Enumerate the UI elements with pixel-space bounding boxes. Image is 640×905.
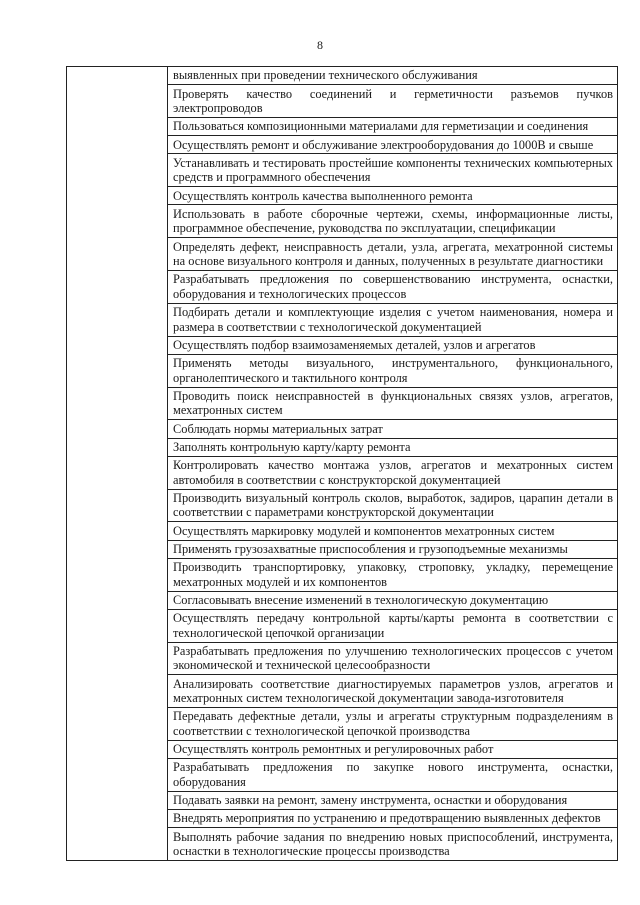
table-row <box>168 67 617 85</box>
table-cell-text: Согласовывать внесение изменений в технологическую документацию <box>173 592 549 607</box>
table-row <box>168 118 617 136</box>
table-cell-text: Осуществлять подбор взаимозаменяемых деталей, узлов и агрегатов <box>173 337 536 352</box>
table-row <box>168 187 617 205</box>
table-row <box>168 154 617 187</box>
table-cell-text: Анализировать соответствие диагностируемых параметров узлов, агрегатов и мехатронных систем технологической документации завода-изготовителя <box>173 676 613 706</box>
table-cell-text: Применять методы визуального, инструментального, функционального, органолептического и тактильного контроля <box>173 356 613 385</box>
table-row <box>168 541 617 559</box>
table-row <box>168 457 617 490</box>
table-left-column <box>67 67 168 860</box>
table-cell-text: Разрабатывать предложения по совершенствованию инструмента, оснастки, оборудования и технологических процессов <box>173 272 613 301</box>
table-row <box>168 136 617 154</box>
table-row <box>168 355 617 388</box>
table-row <box>168 490 617 523</box>
table-row <box>168 708 617 741</box>
table-cell-text: Передавать дефектные детали, узлы и агрегаты структурным подразделениям в соответствии с технологической цепочкой производства <box>173 709 613 739</box>
table-cell-text: Осуществлять контроль качества выполненного ремонта <box>173 188 473 203</box>
table-row <box>168 559 617 592</box>
table-cell-text: Производить визуальный контроль сколов, выработок, задиров, царапин детали в соответствии с параметрами конструкторской документации <box>173 490 613 520</box>
table-cell-text: Разрабатывать предложения по закупке нового инструмента, оснастки, оборудования <box>173 760 613 790</box>
table-row <box>168 792 617 810</box>
table-row <box>168 759 617 792</box>
table-cell-text: выявленных при проведении технического обслуживания <box>173 68 478 83</box>
table-row <box>168 304 617 337</box>
table-cell-text: Осуществлять ремонт и обслуживание электрооборудования до 1000В и свыше <box>173 137 594 152</box>
table-row <box>168 828 617 860</box>
table-right-column <box>168 67 617 860</box>
table-row <box>168 643 617 676</box>
table-cell-text: Контролировать качество монтажа узлов, агрегатов и мехатронных систем автомобиля в соответствии с конструкторской документацией <box>173 458 613 487</box>
table-cell-text: Подбирать детали и комплектующие изделия с учетом наименования, номера и размера в соответствии с технологической документацией <box>173 305 613 334</box>
table-cell-text: Подавать заявки на ремонт, замену инструмента, оснастки и оборудования <box>173 793 568 808</box>
table-row <box>168 271 617 304</box>
table-row <box>168 592 617 610</box>
skills-table <box>66 66 618 861</box>
table-cell-text: Осуществлять передачу контрольной карты/карты ремонта в соответствии с технологической цепочкой организации <box>173 611 613 640</box>
table-row <box>168 675 617 708</box>
table-row <box>168 610 617 643</box>
table-row <box>168 337 617 355</box>
table-cell-text: Производить транспортировку, упаковку, строповку, укладку, перемещение мехатронных модулей и их компонентов <box>173 560 613 589</box>
table-row <box>168 522 617 540</box>
table-cell-text: Выполнять рабочие задания по внедрению новых приспособлений, инструмента, оснастки в технологические процессы производства <box>173 829 613 859</box>
table-cell-text: Пользоваться композиционными материалами для герметизации и соединения <box>173 119 589 134</box>
table-row <box>168 810 617 828</box>
table-row <box>168 741 617 759</box>
table-row <box>168 85 617 118</box>
table-cell-text: Осуществлять маркировку модулей и компонентов мехатронных систем <box>173 523 555 538</box>
table-cell-text: Проверять качество соединений и герметичности разъемов пучков электропроводов <box>173 86 613 116</box>
table-cell-text: Заполнять контрольную карту/карту ремонта <box>173 439 411 454</box>
table-row <box>168 238 617 271</box>
page-number: 8 <box>317 38 323 52</box>
table-row <box>168 439 617 457</box>
table-cell-text: Устанавливать и тестировать простейшие компоненты технических компьютерных средств и программного обеспечения <box>173 155 613 185</box>
table-cell-text: Применять грузозахватные приспособления и грузоподъемные механизмы <box>173 541 568 556</box>
table-cell-text: Осуществлять контроль ремонтных и регулировочных работ <box>173 742 494 757</box>
table-cell-text: Проводить поиск неисправностей в функциональных связях узлов, агрегатов, мехатронных систем <box>173 388 613 418</box>
table-cell-text: Внедрять мероприятия по устранению и предотвращению выявленных дефектов <box>173 811 601 826</box>
table-cell-text: Разрабатывать предложения по улучшению технологических процессов с учетом экономической и технической целесообразности <box>173 643 613 673</box>
table-row <box>168 420 617 438</box>
table-cell-text: Определять дефект, неисправность детали, узла, агрегата, мехатронной системы на основе визуального контроля и данных, полученных в результате диагностики <box>173 239 613 269</box>
table-row <box>168 388 617 421</box>
table-row <box>168 205 617 238</box>
table-cell-text: Использовать в работе сборочные чертежи, схемы, информационные листы, программное обеспечение, руководства по эксплуатации, спецификации <box>173 206 613 236</box>
table-cell-text: Соблюдать нормы материальных затрат <box>173 421 383 436</box>
